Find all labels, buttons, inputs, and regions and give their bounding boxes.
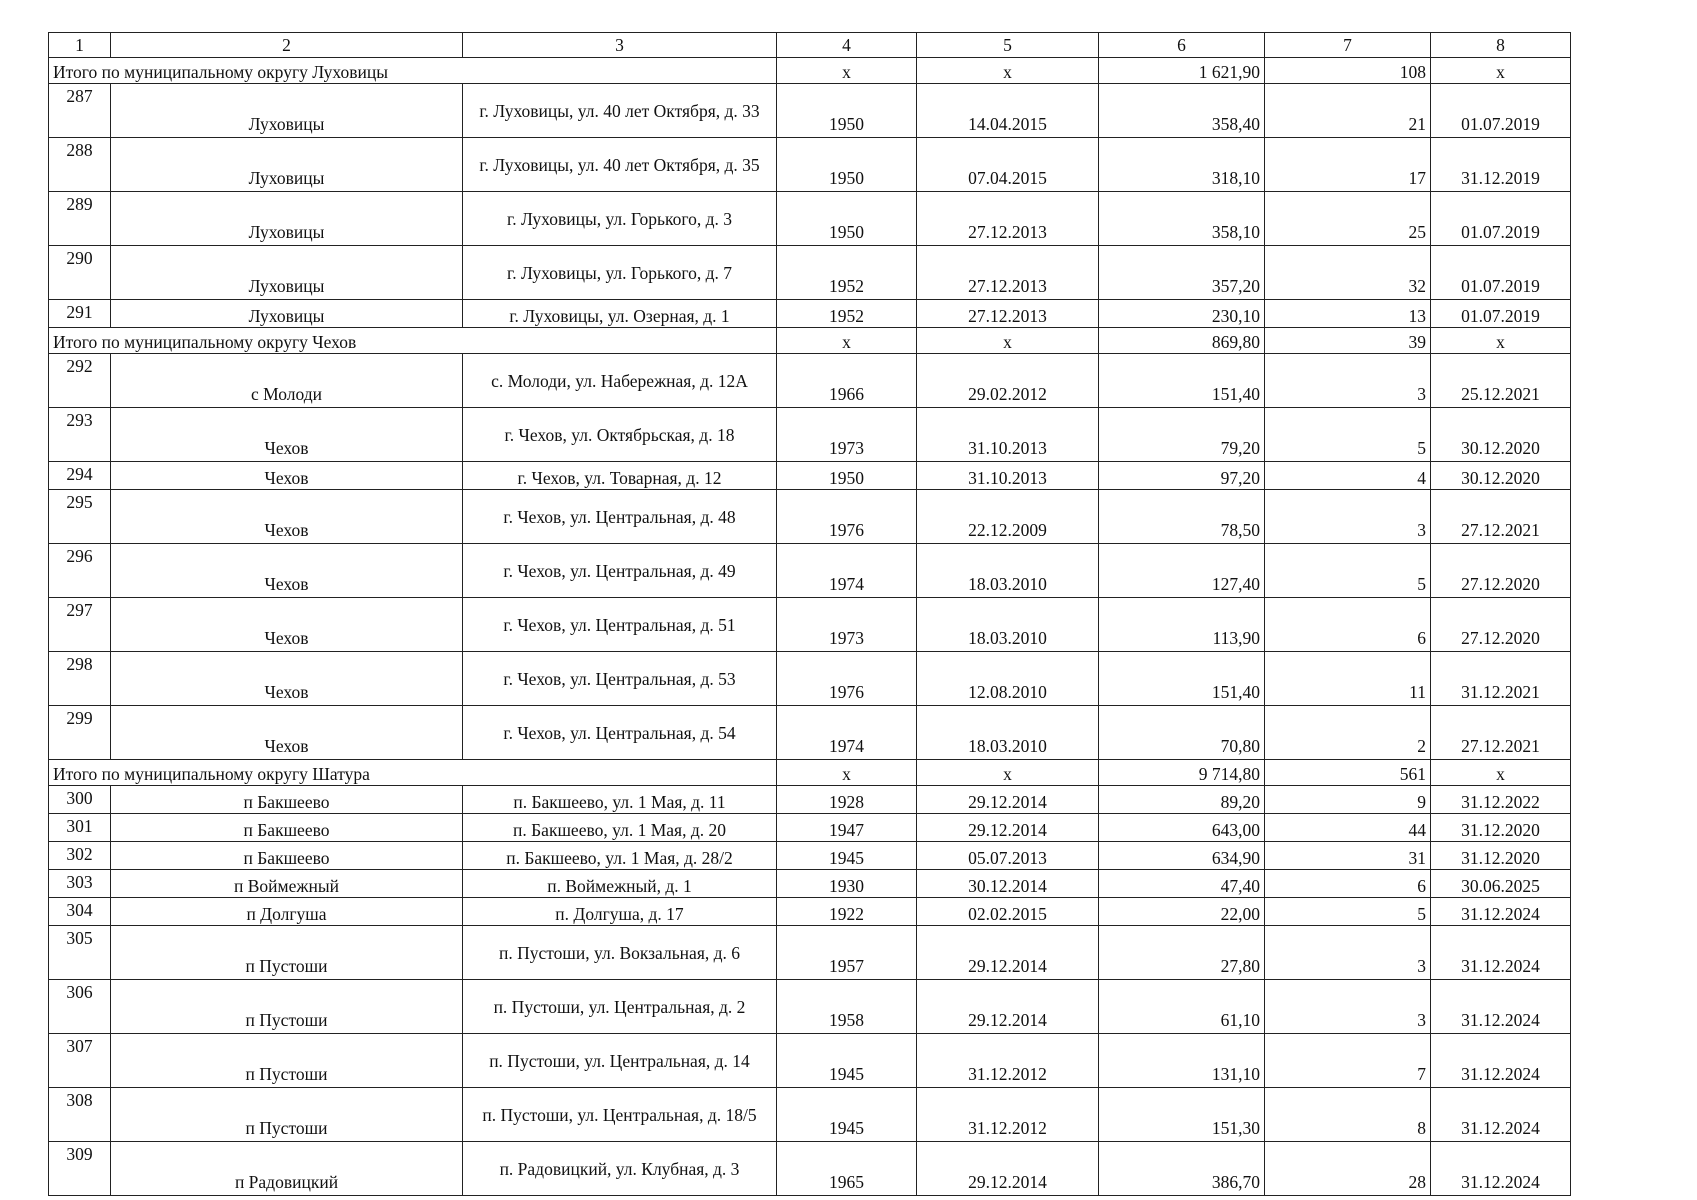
recognition-date-cell: 05.07.2013 bbox=[917, 842, 1099, 870]
settlement-cell: Луховицы bbox=[111, 192, 463, 246]
settlement-cell: Луховицы bbox=[111, 246, 463, 300]
year-built-cell: 1930 bbox=[777, 870, 917, 898]
column-header: 5 bbox=[917, 33, 1099, 58]
total-year-cell: х bbox=[777, 760, 917, 786]
row-number: 296 bbox=[49, 544, 111, 598]
district-total-row bbox=[49, 328, 1571, 354]
table-body bbox=[49, 33, 1571, 1196]
address-cell: п. Воймежный, д. 1 bbox=[463, 870, 777, 898]
settlement-cell: п Пустоши bbox=[111, 1088, 463, 1142]
address-cell: г. Чехов, ул. Центральная, д. 53 bbox=[463, 652, 777, 706]
district-total-label: Итого по муниципальному округу Шатура bbox=[49, 760, 777, 786]
residents-cell: 8 bbox=[1265, 1088, 1431, 1142]
area-cell: 27,80 bbox=[1099, 926, 1265, 980]
row-number: 292 bbox=[49, 354, 111, 408]
table-row bbox=[49, 598, 1571, 652]
address-cell: г. Чехов, ул. Центральная, д. 48 bbox=[463, 490, 777, 544]
table-row bbox=[49, 652, 1571, 706]
residents-cell: 3 bbox=[1265, 926, 1431, 980]
year-built-cell: 1976 bbox=[777, 490, 917, 544]
area-cell: 358,10 bbox=[1099, 192, 1265, 246]
year-built-cell: 1945 bbox=[777, 842, 917, 870]
table-row bbox=[49, 138, 1571, 192]
resettlement-deadline-cell: 01.07.2019 bbox=[1431, 84, 1571, 138]
address-cell: г. Луховицы, ул. Горького, д. 3 bbox=[463, 192, 777, 246]
settlement-cell: п Пустоши bbox=[111, 1034, 463, 1088]
address-cell: г. Чехов, ул. Центральная, д. 51 bbox=[463, 598, 777, 652]
address-cell: г. Чехов, ул. Товарная, д. 12 bbox=[463, 462, 777, 490]
settlement-cell: п Воймежный bbox=[111, 870, 463, 898]
area-cell: 78,50 bbox=[1099, 490, 1265, 544]
area-cell: 643,00 bbox=[1099, 814, 1265, 842]
resettlement-deadline-cell: 31.12.2024 bbox=[1431, 898, 1571, 926]
table-row bbox=[49, 706, 1571, 760]
table-row bbox=[49, 192, 1571, 246]
residents-cell: 28 bbox=[1265, 1142, 1431, 1196]
year-built-cell: 1965 bbox=[777, 1142, 917, 1196]
recognition-date-cell: 29.12.2014 bbox=[917, 926, 1099, 980]
recognition-date-cell: 31.12.2012 bbox=[917, 1034, 1099, 1088]
table-row bbox=[49, 462, 1571, 490]
settlement-cell: Чехов bbox=[111, 544, 463, 598]
area-cell: 386,70 bbox=[1099, 1142, 1265, 1196]
table-row bbox=[49, 408, 1571, 462]
total-date-cell: х bbox=[917, 328, 1099, 354]
address-cell: п. Пустоши, ул. Центральная, д. 14 bbox=[463, 1034, 777, 1088]
residents-cell: 5 bbox=[1265, 408, 1431, 462]
resettlement-deadline-cell: 31.12.2024 bbox=[1431, 980, 1571, 1034]
resettlement-deadline-cell: 31.12.2024 bbox=[1431, 1034, 1571, 1088]
recognition-date-cell: 14.04.2015 bbox=[917, 84, 1099, 138]
residents-cell: 44 bbox=[1265, 814, 1431, 842]
address-cell: п. Пустоши, ул. Центральная, д. 2 bbox=[463, 980, 777, 1034]
residents-cell: 7 bbox=[1265, 1034, 1431, 1088]
residents-cell: 3 bbox=[1265, 980, 1431, 1034]
year-built-cell: 1973 bbox=[777, 408, 917, 462]
row-number: 306 bbox=[49, 980, 111, 1034]
area-cell: 634,90 bbox=[1099, 842, 1265, 870]
column-header: 6 bbox=[1099, 33, 1265, 58]
row-number: 294 bbox=[49, 462, 111, 490]
resettlement-deadline-cell: 01.07.2019 bbox=[1431, 300, 1571, 328]
address-cell: п. Бакшеево, ул. 1 Мая, д. 20 bbox=[463, 814, 777, 842]
row-number: 293 bbox=[49, 408, 111, 462]
recognition-date-cell: 12.08.2010 bbox=[917, 652, 1099, 706]
recognition-date-cell: 18.03.2010 bbox=[917, 706, 1099, 760]
residents-cell: 5 bbox=[1265, 898, 1431, 926]
table-row bbox=[49, 84, 1571, 138]
residents-cell: 3 bbox=[1265, 354, 1431, 408]
resettlement-deadline-cell: 31.12.2024 bbox=[1431, 1088, 1571, 1142]
settlement-cell: п Долгуша bbox=[111, 898, 463, 926]
address-cell: с. Молоди, ул. Набережная, д. 12А bbox=[463, 354, 777, 408]
row-number: 309 bbox=[49, 1142, 111, 1196]
settlement-cell: Чехов bbox=[111, 408, 463, 462]
table-row bbox=[49, 1142, 1571, 1196]
resettlement-deadline-cell: 31.12.2022 bbox=[1431, 786, 1571, 814]
recognition-date-cell: 29.12.2014 bbox=[917, 980, 1099, 1034]
year-built-cell: 1928 bbox=[777, 786, 917, 814]
residents-cell: 31 bbox=[1265, 842, 1431, 870]
year-built-cell: 1950 bbox=[777, 192, 917, 246]
resettlement-deadline-cell: 30.12.2020 bbox=[1431, 408, 1571, 462]
recognition-date-cell: 02.02.2015 bbox=[917, 898, 1099, 926]
recognition-date-cell: 29.12.2014 bbox=[917, 786, 1099, 814]
resettlement-deadline-cell: 31.12.2024 bbox=[1431, 926, 1571, 980]
row-number: 288 bbox=[49, 138, 111, 192]
address-cell: г. Луховицы, ул. Горького, д. 7 bbox=[463, 246, 777, 300]
total-count-cell: 39 bbox=[1265, 328, 1431, 354]
row-number: 295 bbox=[49, 490, 111, 544]
year-built-cell: 1973 bbox=[777, 598, 917, 652]
recognition-date-cell: 29.12.2014 bbox=[917, 1142, 1099, 1196]
settlement-cell: Чехов bbox=[111, 652, 463, 706]
table-row bbox=[49, 1088, 1571, 1142]
row-number: 301 bbox=[49, 814, 111, 842]
row-number: 291 bbox=[49, 300, 111, 328]
address-cell: п. Пустоши, ул. Вокзальная, д. 6 bbox=[463, 926, 777, 980]
table-row bbox=[49, 1034, 1571, 1088]
year-built-cell: 1947 bbox=[777, 814, 917, 842]
address-cell: п. Бакшеево, ул. 1 Мая, д. 28/2 bbox=[463, 842, 777, 870]
recognition-date-cell: 27.12.2013 bbox=[917, 246, 1099, 300]
recognition-date-cell: 30.12.2014 bbox=[917, 870, 1099, 898]
recognition-date-cell: 29.02.2012 bbox=[917, 354, 1099, 408]
table-row bbox=[49, 926, 1571, 980]
year-built-cell: 1950 bbox=[777, 462, 917, 490]
residents-cell: 25 bbox=[1265, 192, 1431, 246]
year-built-cell: 1957 bbox=[777, 926, 917, 980]
housing-register-table bbox=[48, 32, 1571, 1196]
area-cell: 113,90 bbox=[1099, 598, 1265, 652]
resettlement-deadline-cell: 30.06.2025 bbox=[1431, 870, 1571, 898]
column-header: 1 bbox=[49, 33, 111, 58]
row-number: 299 bbox=[49, 706, 111, 760]
resettlement-deadline-cell: 31.12.2021 bbox=[1431, 652, 1571, 706]
residents-cell: 21 bbox=[1265, 84, 1431, 138]
column-header: 8 bbox=[1431, 33, 1571, 58]
residents-cell: 17 bbox=[1265, 138, 1431, 192]
table-row bbox=[49, 842, 1571, 870]
year-built-cell: 1974 bbox=[777, 544, 917, 598]
year-built-cell: 1976 bbox=[777, 652, 917, 706]
resettlement-deadline-cell: 31.12.2020 bbox=[1431, 814, 1571, 842]
area-cell: 61,10 bbox=[1099, 980, 1265, 1034]
area-cell: 97,20 bbox=[1099, 462, 1265, 490]
settlement-cell: п Бакшеево bbox=[111, 786, 463, 814]
area-cell: 230,10 bbox=[1099, 300, 1265, 328]
total-count-cell: 561 bbox=[1265, 760, 1431, 786]
area-cell: 47,40 bbox=[1099, 870, 1265, 898]
resettlement-deadline-cell: 31.12.2019 bbox=[1431, 138, 1571, 192]
table-row bbox=[49, 898, 1571, 926]
row-number: 297 bbox=[49, 598, 111, 652]
recognition-date-cell: 27.12.2013 bbox=[917, 192, 1099, 246]
table-row bbox=[49, 490, 1571, 544]
district-total-label: Итого по муниципальному округу Луховицы bbox=[49, 58, 777, 84]
area-cell: 357,20 bbox=[1099, 246, 1265, 300]
row-number: 290 bbox=[49, 246, 111, 300]
area-cell: 151,40 bbox=[1099, 354, 1265, 408]
area-cell: 89,20 bbox=[1099, 786, 1265, 814]
settlement-cell: п Радовицкий bbox=[111, 1142, 463, 1196]
area-cell: 79,20 bbox=[1099, 408, 1265, 462]
table-row bbox=[49, 354, 1571, 408]
recognition-date-cell: 27.12.2013 bbox=[917, 300, 1099, 328]
district-total-label: Итого по муниципальному округу Чехов bbox=[49, 328, 777, 354]
recognition-date-cell: 31.12.2012 bbox=[917, 1088, 1099, 1142]
settlement-cell: п Пустоши bbox=[111, 980, 463, 1034]
recognition-date-cell: 22.12.2009 bbox=[917, 490, 1099, 544]
address-cell: г. Чехов, ул. Октябрьская, д. 18 bbox=[463, 408, 777, 462]
recognition-date-cell: 29.12.2014 bbox=[917, 814, 1099, 842]
total-deadline-cell: х bbox=[1431, 328, 1571, 354]
area-cell: 22,00 bbox=[1099, 898, 1265, 926]
area-cell: 318,10 bbox=[1099, 138, 1265, 192]
settlement-cell: Луховицы bbox=[111, 138, 463, 192]
year-built-cell: 1952 bbox=[777, 300, 917, 328]
address-cell: г. Луховицы, ул. 40 лет Октября, д. 35 bbox=[463, 138, 777, 192]
area-cell: 131,10 bbox=[1099, 1034, 1265, 1088]
table-row bbox=[49, 870, 1571, 898]
year-built-cell: 1922 bbox=[777, 898, 917, 926]
total-deadline-cell: х bbox=[1431, 760, 1571, 786]
table-row bbox=[49, 246, 1571, 300]
column-header: 7 bbox=[1265, 33, 1431, 58]
address-cell: п. Пустоши, ул. Центральная, д. 18/5 bbox=[463, 1088, 777, 1142]
total-count-cell: 108 bbox=[1265, 58, 1431, 84]
settlement-cell: п Бакшеево bbox=[111, 842, 463, 870]
recognition-date-cell: 07.04.2015 bbox=[917, 138, 1099, 192]
area-cell: 358,40 bbox=[1099, 84, 1265, 138]
settlement-cell: Чехов bbox=[111, 490, 463, 544]
year-built-cell: 1952 bbox=[777, 246, 917, 300]
row-number: 308 bbox=[49, 1088, 111, 1142]
resettlement-deadline-cell: 27.12.2021 bbox=[1431, 706, 1571, 760]
recognition-date-cell: 18.03.2010 bbox=[917, 544, 1099, 598]
resettlement-deadline-cell: 31.12.2020 bbox=[1431, 842, 1571, 870]
resettlement-deadline-cell: 27.12.2020 bbox=[1431, 544, 1571, 598]
resettlement-deadline-cell: 30.12.2020 bbox=[1431, 462, 1571, 490]
resettlement-deadline-cell: 25.12.2021 bbox=[1431, 354, 1571, 408]
row-number: 304 bbox=[49, 898, 111, 926]
settlement-cell: с Молоди bbox=[111, 354, 463, 408]
table-row bbox=[49, 814, 1571, 842]
year-built-cell: 1945 bbox=[777, 1088, 917, 1142]
column-header: 4 bbox=[777, 33, 917, 58]
column-number-header-row bbox=[49, 33, 1571, 58]
year-built-cell: 1966 bbox=[777, 354, 917, 408]
row-number: 305 bbox=[49, 926, 111, 980]
row-number: 287 bbox=[49, 84, 111, 138]
residents-cell: 13 bbox=[1265, 300, 1431, 328]
year-built-cell: 1950 bbox=[777, 138, 917, 192]
district-total-row bbox=[49, 760, 1571, 786]
row-number: 300 bbox=[49, 786, 111, 814]
table-row bbox=[49, 300, 1571, 328]
address-cell: г. Чехов, ул. Центральная, д. 54 bbox=[463, 706, 777, 760]
column-header: 3 bbox=[463, 33, 777, 58]
table-row bbox=[49, 980, 1571, 1034]
address-cell: п. Радовицкий, ул. Клубная, д. 3 bbox=[463, 1142, 777, 1196]
residents-cell: 9 bbox=[1265, 786, 1431, 814]
total-date-cell: х bbox=[917, 760, 1099, 786]
residents-cell: 3 bbox=[1265, 490, 1431, 544]
year-built-cell: 1950 bbox=[777, 84, 917, 138]
total-date-cell: х bbox=[917, 58, 1099, 84]
residents-cell: 6 bbox=[1265, 598, 1431, 652]
year-built-cell: 1945 bbox=[777, 1034, 917, 1088]
residents-cell: 5 bbox=[1265, 544, 1431, 598]
year-built-cell: 1958 bbox=[777, 980, 917, 1034]
residents-cell: 32 bbox=[1265, 246, 1431, 300]
settlement-cell: п Бакшеево bbox=[111, 814, 463, 842]
residents-cell: 4 bbox=[1265, 462, 1431, 490]
resettlement-deadline-cell: 01.07.2019 bbox=[1431, 192, 1571, 246]
recognition-date-cell: 31.10.2013 bbox=[917, 408, 1099, 462]
residents-cell: 6 bbox=[1265, 870, 1431, 898]
district-total-row bbox=[49, 58, 1571, 84]
address-cell: г. Луховицы, ул. 40 лет Октября, д. 33 bbox=[463, 84, 777, 138]
row-number: 289 bbox=[49, 192, 111, 246]
area-cell: 151,40 bbox=[1099, 652, 1265, 706]
total-year-cell: х bbox=[777, 58, 917, 84]
area-cell: 70,80 bbox=[1099, 706, 1265, 760]
resettlement-deadline-cell: 31.12.2024 bbox=[1431, 1142, 1571, 1196]
total-area-cell: 9 714,80 bbox=[1099, 760, 1265, 786]
settlement-cell: Луховицы bbox=[111, 84, 463, 138]
area-cell: 151,30 bbox=[1099, 1088, 1265, 1142]
total-area-cell: 869,80 bbox=[1099, 328, 1265, 354]
address-cell: п. Долгуша, д. 17 bbox=[463, 898, 777, 926]
row-number: 307 bbox=[49, 1034, 111, 1088]
recognition-date-cell: 31.10.2013 bbox=[917, 462, 1099, 490]
total-year-cell: х bbox=[777, 328, 917, 354]
total-area-cell: 1 621,90 bbox=[1099, 58, 1265, 84]
residents-cell: 11 bbox=[1265, 652, 1431, 706]
recognition-date-cell: 18.03.2010 bbox=[917, 598, 1099, 652]
address-cell: п. Бакшеево, ул. 1 Мая, д. 11 bbox=[463, 786, 777, 814]
row-number: 298 bbox=[49, 652, 111, 706]
area-cell: 127,40 bbox=[1099, 544, 1265, 598]
table-row bbox=[49, 544, 1571, 598]
address-cell: г. Чехов, ул. Центральная, д. 49 bbox=[463, 544, 777, 598]
settlement-cell: п Пустоши bbox=[111, 926, 463, 980]
settlement-cell: Чехов bbox=[111, 598, 463, 652]
resettlement-deadline-cell: 27.12.2021 bbox=[1431, 490, 1571, 544]
settlement-cell: Чехов bbox=[111, 706, 463, 760]
settlement-cell: Чехов bbox=[111, 462, 463, 490]
resettlement-deadline-cell: 27.12.2020 bbox=[1431, 598, 1571, 652]
total-deadline-cell: х bbox=[1431, 58, 1571, 84]
row-number: 302 bbox=[49, 842, 111, 870]
address-cell: г. Луховицы, ул. Озерная, д. 1 bbox=[463, 300, 777, 328]
settlement-cell: Луховицы bbox=[111, 300, 463, 328]
column-header: 2 bbox=[111, 33, 463, 58]
residents-cell: 2 bbox=[1265, 706, 1431, 760]
row-number: 303 bbox=[49, 870, 111, 898]
year-built-cell: 1974 bbox=[777, 706, 917, 760]
table-row bbox=[49, 786, 1571, 814]
resettlement-deadline-cell: 01.07.2019 bbox=[1431, 246, 1571, 300]
